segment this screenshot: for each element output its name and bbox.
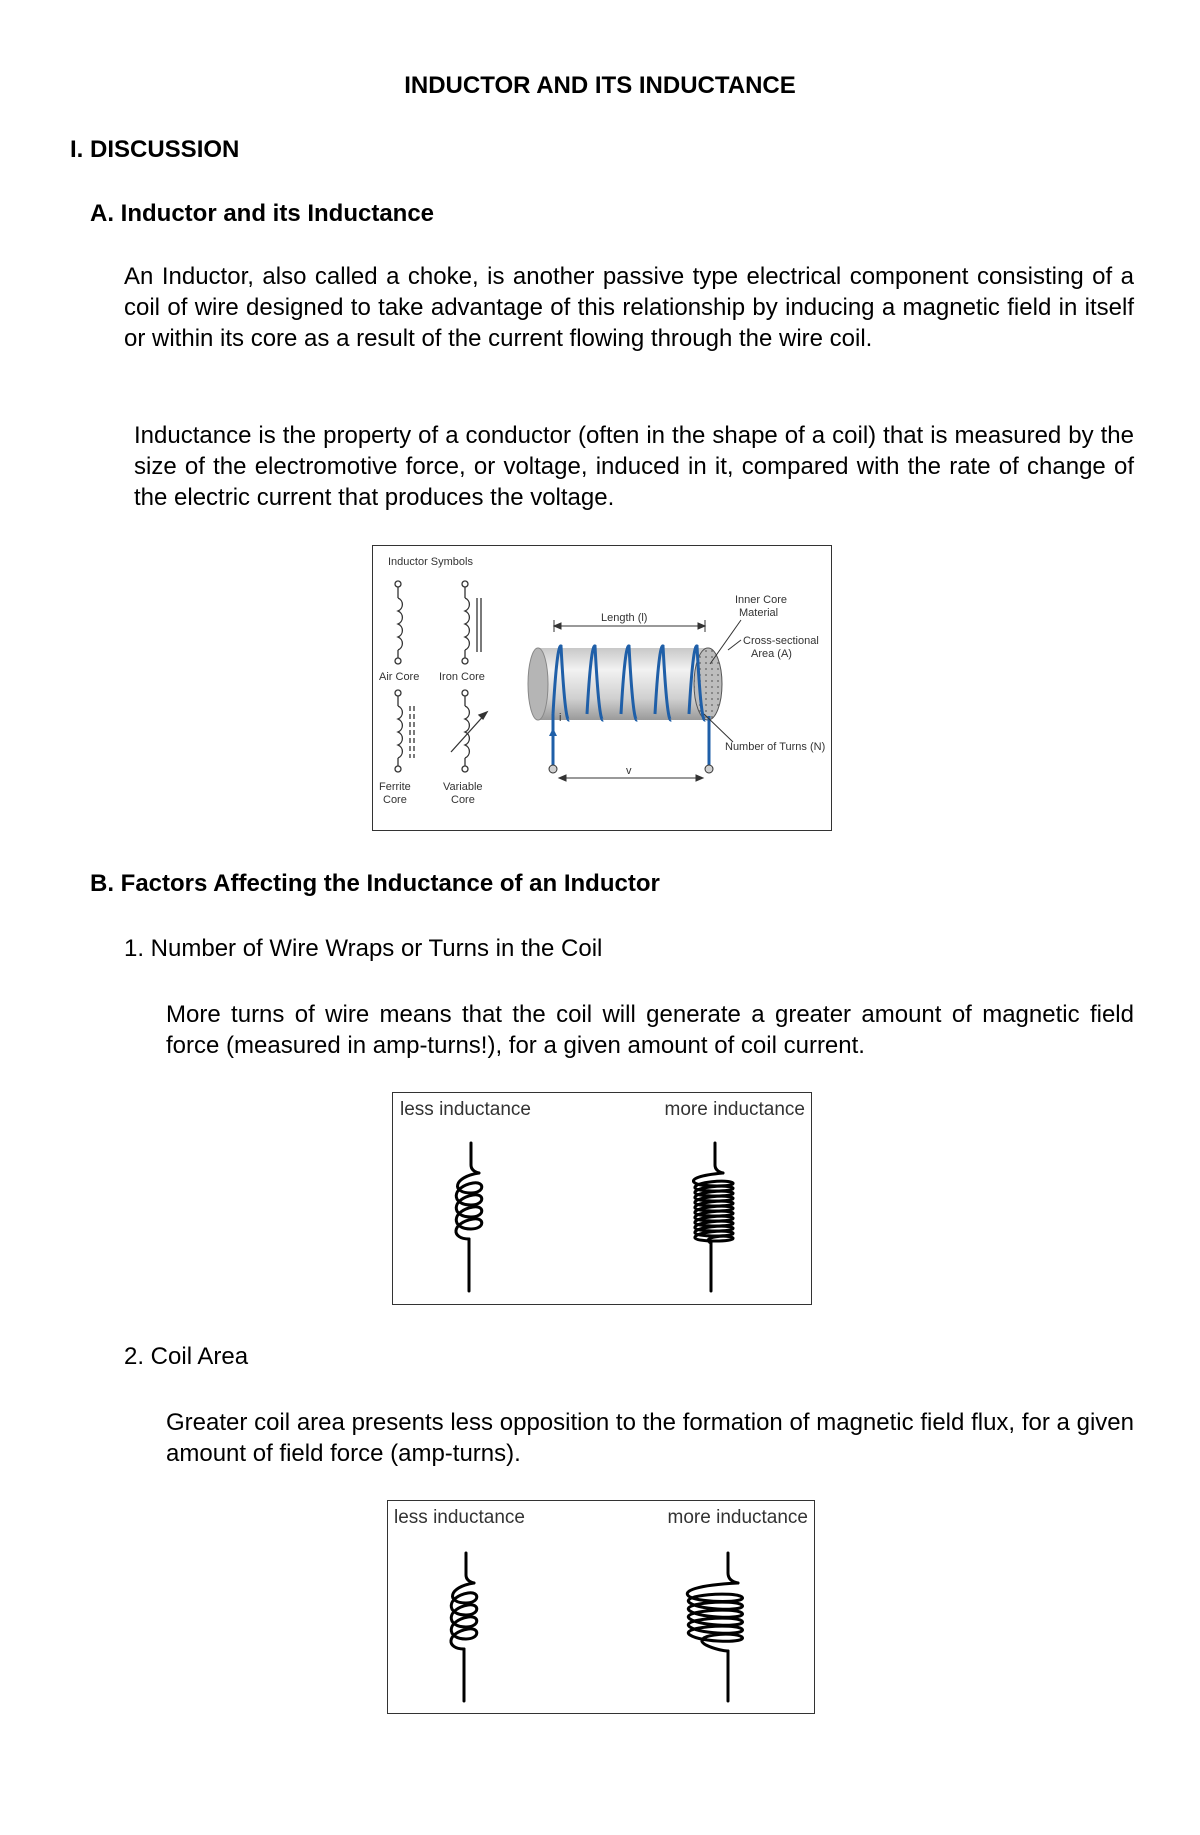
iron-core-label: Iron Core bbox=[439, 671, 485, 683]
inner-core-leader bbox=[710, 620, 741, 664]
figure2-left-label: less inductance bbox=[400, 1099, 531, 1120]
ferrite-core-label-line1: Ferrite bbox=[379, 781, 411, 793]
cross-section-label-line2: Area (A) bbox=[751, 648, 792, 660]
iron-core-symbol bbox=[462, 581, 481, 664]
length-label: Length (l) bbox=[601, 612, 648, 624]
turns-label: Number of Turns (N) bbox=[725, 741, 826, 753]
voltage-label: v bbox=[626, 765, 632, 777]
coil-few-turns bbox=[456, 1143, 482, 1291]
solenoid-coil bbox=[528, 646, 722, 773]
paragraph-inductance-definition: Inductance is the property of a conductor (often in the shape of a coil) that is measured by the size of the electromotive force, or voltage, induced in it, compared with the rate of change of the electric current that produces the voltage. bbox=[134, 422, 1134, 511]
variable-core-symbol bbox=[451, 690, 487, 772]
list-item-coil-area: 2. Coil Area bbox=[124, 1343, 249, 1370]
coil-large-area bbox=[687, 1553, 742, 1701]
coil-small-area bbox=[451, 1553, 477, 1701]
cross-section-label-line1: Cross-sectional bbox=[743, 635, 819, 647]
inner-core-label-line1: Inner Core bbox=[735, 594, 787, 606]
coil-area-comparison-figure bbox=[387, 1500, 815, 1714]
inductor-diagram bbox=[373, 546, 831, 830]
inductor-diagram-figure bbox=[372, 545, 832, 831]
cross-section-leader bbox=[728, 640, 741, 650]
figure2-right-label: more inductance bbox=[664, 1099, 805, 1120]
section-heading-discussion: I. DISCUSSION bbox=[70, 136, 240, 163]
air-core-label: Air Core bbox=[379, 671, 420, 683]
variable-core-label-line2: Core bbox=[451, 794, 475, 806]
coil-many-turns bbox=[693, 1143, 733, 1291]
paragraph-turns: More turns of wire means that the coil will generate a greater amount of magnetic field force (measured in amp-turns!), for a given amount of coil current. bbox=[166, 1001, 1134, 1059]
ferrite-core-symbol bbox=[395, 690, 414, 772]
figure3-left-label: less inductance bbox=[394, 1507, 525, 1528]
symbols-title: Inductor Symbols bbox=[388, 556, 473, 568]
page-title: INDUCTOR AND ITS INDUCTANCE bbox=[404, 72, 796, 99]
air-core-symbol bbox=[395, 581, 402, 664]
subsection-heading-b: B. Factors Affecting the Inductance of an Inductor bbox=[90, 870, 660, 897]
turns-comparison-figure bbox=[392, 1092, 812, 1305]
subsection-heading-a: A. Inductor and its Inductance bbox=[90, 200, 435, 227]
turns-coils bbox=[393, 1093, 811, 1304]
area-coils bbox=[388, 1501, 814, 1713]
figure3-right-label: more inductance bbox=[667, 1507, 808, 1528]
paragraph-coil-area: Greater coil area presents less opposition to the formation of magnetic field flux, for a given amount of field force (amp-turns). bbox=[166, 1409, 1134, 1467]
variable-core-label-line1: Variable bbox=[443, 781, 483, 793]
inner-core-label-line2: Material bbox=[739, 607, 779, 619]
ferrite-core-label-line2: Core bbox=[383, 794, 407, 806]
paragraph-inductor-definition: An Inductor, also called a choke, is another passive type electrical component consisting of a coil of wire designed to take advantage of this relationship by inducing a magnetic field in itself or within its core as a result of the current flowing through the wire coil. bbox=[124, 263, 1134, 352]
list-item-turns: 1. Number of Wire Wraps or Turns in the Coil bbox=[124, 935, 603, 962]
current-label: i bbox=[559, 712, 562, 724]
